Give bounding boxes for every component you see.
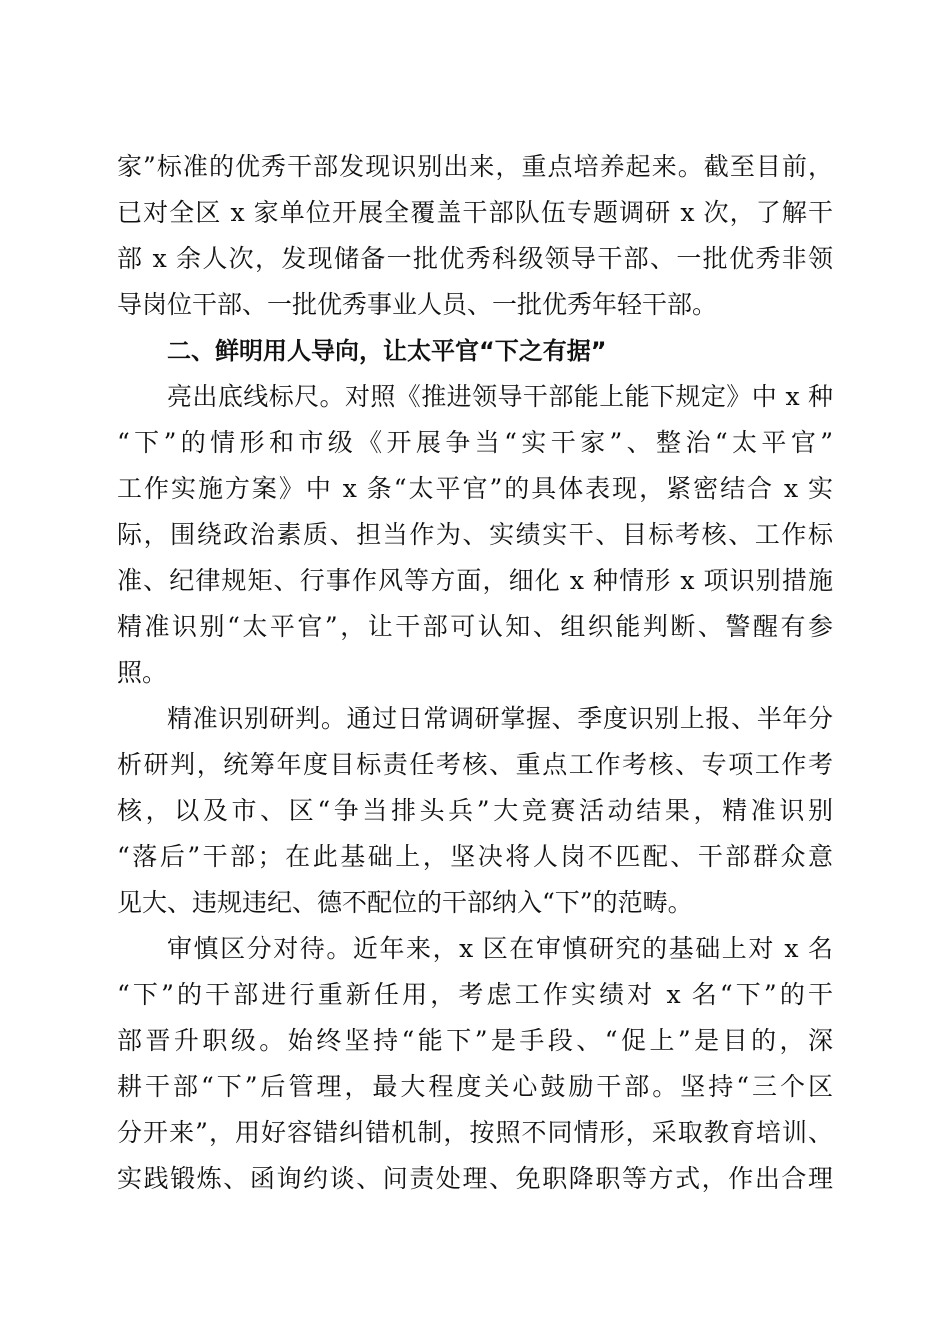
paragraph-careful-distinction: [117, 926, 833, 1202]
paragraph-line: 耕干部“下”后管理，最大程度关心鼓励干部。坚持“三个区: [117, 1072, 833, 1101]
paragraph-line: 精准识别研判。通过日常调研掌握、季度识别上报、半年分: [167, 704, 833, 733]
paragraph-precise-identification: [117, 696, 833, 926]
paragraph-line: 核，以及市、区“争当排头兵”大竞赛活动结果，精准识别: [117, 796, 833, 825]
paragraph-line: “下”的情形和市级《开展争当“实干家”、整治“太平官”: [117, 428, 833, 457]
document-page: [117, 144, 833, 1202]
paragraph-line: “落后”干部；在此基础上，坚决将人岗不匹配、干部群众意: [117, 842, 833, 871]
paragraph-line: “下”的干部进行重新任用，考虑工作实绩对 x 名“下”的干: [117, 980, 833, 1009]
section-heading: 二、鲜明用人导向，让太平官“下之有据”: [167, 337, 607, 365]
paragraph-line: 部晋升职级。始终坚持“能下”是手段、“促上”是目的，深: [117, 1026, 833, 1055]
paragraph-line: 实践锻炼、函询约谈、问责处理、免职降职等方式，作出合理: [117, 1164, 833, 1193]
intro-line: 部 x 余人次，发现储备一批优秀科级领导干部、一批优秀非领: [117, 244, 833, 273]
intro-line: 家”标准的优秀干部发现识别出来，重点培养起来。截至目前，: [117, 152, 833, 181]
paragraph-line: 际，围绕政治素质、担当作为、实绩实干、目标考核、工作标: [117, 520, 833, 549]
paragraph-line: 准、纪律规矩、行事作风等方面，细化 x 种情形 x 项识别措施: [117, 566, 833, 595]
intro-paragraph: [117, 144, 833, 328]
paragraph-line: 亮出底线标尺。对照《推进领导干部能上能下规定》中 x 种: [167, 382, 833, 411]
paragraph-line: 见大、违规违纪、德不配位的干部纳入“下”的范畴。: [117, 888, 693, 917]
paragraph-line: 工作实施方案》中 x 条“太平官”的具体表现，紧密结合 x 实: [117, 474, 833, 503]
paragraph-line: 审慎区分对待。近年来，x 区在审慎研究的基础上对 x 名: [167, 934, 833, 963]
paragraph-line: 分开来”，用好容错纠错机制，按照不同情形，采取教育培训、: [117, 1118, 833, 1147]
intro-line: 导岗位干部、一批优秀事业人员、一批优秀年轻干部。: [117, 290, 718, 319]
paragraph-line: 照。: [117, 658, 168, 687]
paragraph-baseline-standard: [117, 374, 833, 696]
paragraph-line: 析研判，统筹年度目标责任考核、重点工作考核、专项工作考: [117, 750, 833, 779]
paragraph-line: 精准识别“太平官”，让干部可认知、组织能判断、警醒有参: [117, 612, 833, 641]
intro-line: 已对全区 x 家单位开展全覆盖干部队伍专题调研 x 次，了解干: [117, 198, 833, 227]
